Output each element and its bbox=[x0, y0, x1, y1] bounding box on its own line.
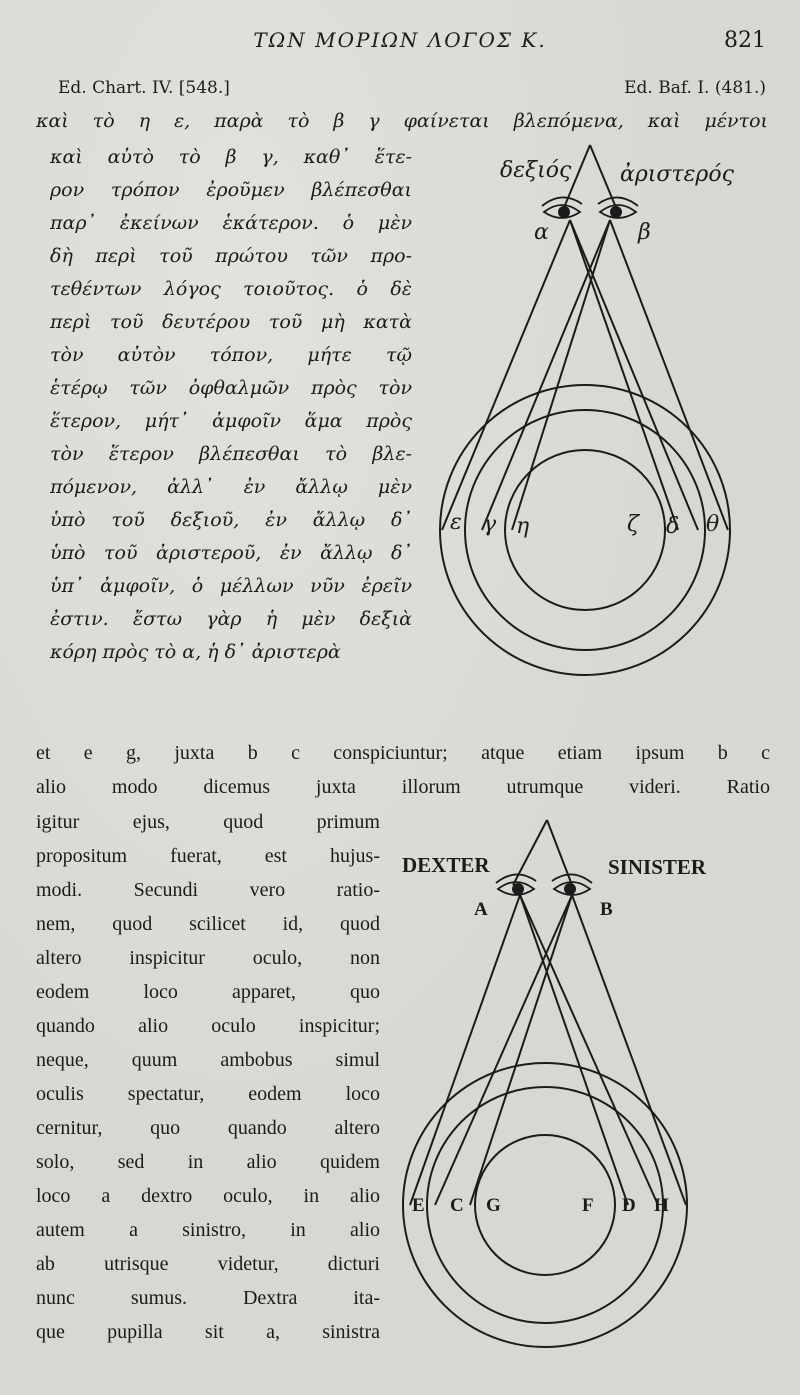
greek-line: ἕτερον, μήτ᾽ ἀμφοῖν ἅμα πρὸς bbox=[50, 410, 412, 432]
diagram-point-g: G bbox=[486, 1195, 501, 1216]
latin-line: solo, sed in alio quidem bbox=[36, 1151, 380, 1173]
latin-line: loco a dextro oculo, in alio bbox=[36, 1185, 380, 1207]
diagram-label-eye-beta: β bbox=[638, 220, 651, 245]
diagram-point-epsilon: ε bbox=[450, 510, 462, 535]
greek-line: ὑπὸ τοῦ ἀριστεροῦ, ἐν ἄλλῳ δ᾽ bbox=[50, 542, 412, 564]
diagram-label-eye-alpha: α bbox=[534, 220, 549, 245]
page-number: 821 bbox=[724, 28, 766, 53]
diagram-label-eye-a: A bbox=[474, 899, 488, 920]
greek-line: ὑπ᾽ ἀμφοῖν, ὁ μέλλων νῦν ἐρεῖν bbox=[50, 575, 412, 597]
diagram-label-eye-b: B bbox=[600, 899, 613, 920]
latin-line: nem, quod scilicet id, quod bbox=[36, 913, 380, 935]
latin-line: ab utrisque videtur, dicturi bbox=[36, 1253, 380, 1275]
diagram-point-theta: θ bbox=[706, 512, 720, 537]
latin-line-full: alio modo dicemus juxta illorum utrumque videri. Ratio bbox=[36, 776, 770, 798]
greek-line: κόρη πρὸς τὸ α, ἡ δ᾽ ἀριστερὰ bbox=[50, 641, 341, 663]
greek-line: ὑπὸ τοῦ δεξιοῦ, ἐν ἄλλῳ δ᾽ bbox=[50, 509, 412, 531]
greek-line: τὸν αὐτὸν τόπον, μήτε τῷ bbox=[50, 344, 412, 366]
latin-line: neque, quum ambobus simul bbox=[36, 1049, 380, 1071]
diagram-point-gamma: γ bbox=[483, 512, 497, 537]
diagram-caption-sinister: SINISTER bbox=[608, 855, 707, 879]
greek-line: τὸν ἕτερον βλέπεσθαι τὸ βλε- bbox=[50, 443, 412, 465]
latin-line: altero inspicitur oculo, non bbox=[36, 947, 380, 969]
latin-line: modi. Secundi vero ratio- bbox=[36, 879, 380, 901]
diagram-point-delta: δ bbox=[666, 514, 680, 539]
diagram-caption-dexter: DEXTER bbox=[402, 853, 490, 877]
diagram-caption-left-eye: ἀριστερός bbox=[620, 162, 734, 187]
greek-line-full: καὶ τὸ η ε, παρὰ τὸ β γ φαίνεται βλεπόμενα, καὶ μέντοι bbox=[36, 110, 768, 132]
diagram-point-h: H bbox=[654, 1195, 669, 1216]
latin-line: igitur ejus, quod primum bbox=[36, 811, 380, 833]
latin-vision-diagram bbox=[400, 815, 750, 1380]
edition-reference-right: Ed. Baf. I. (481.) bbox=[624, 78, 766, 98]
greek-line: ρον τρόπον ἐροῦμεν βλέπεσθαι bbox=[50, 179, 412, 201]
diagram-caption-right-eye: δεξιός bbox=[500, 158, 572, 183]
latin-line: que pupilla sit a, sinistra bbox=[36, 1321, 380, 1343]
latin-diagram-drawing bbox=[400, 815, 750, 1380]
latin-line: autem a sinistro, in alio bbox=[36, 1219, 380, 1241]
diagram-point-f: F bbox=[582, 1195, 594, 1216]
diagram-point-zeta: ζ bbox=[627, 512, 639, 537]
greek-line: ἐστιν. ἔστω γὰρ ἡ μὲν δεξιὰ bbox=[50, 608, 412, 630]
greek-line: πόμενον, ἀλλ᾽ ἐν ἄλλῳ μὲν bbox=[50, 476, 412, 498]
latin-line: oculis spectatur, eodem loco bbox=[36, 1083, 380, 1105]
greek-line: δὴ περὶ τοῦ πρώτου τῶν προ- bbox=[50, 245, 412, 267]
greek-diagram-drawing bbox=[430, 140, 750, 700]
diagram-point-e: E bbox=[412, 1195, 425, 1216]
running-title: ΤΩΝ ΜΟΡΙΩΝ ΛΟΓΟΣ Κ. bbox=[253, 28, 547, 52]
greek-line: καὶ αὐτὸ τὸ β γ, καθ᾽ ἕτε- bbox=[50, 146, 412, 168]
latin-line: eodem loco apparet, quo bbox=[36, 981, 380, 1003]
latin-line: propositum fuerat, est hujus- bbox=[36, 845, 380, 867]
latin-line: cernitur, quo quando altero bbox=[36, 1117, 380, 1139]
diagram-point-eta: η bbox=[516, 514, 530, 539]
latin-line: nunc sumus. Dextra ita- bbox=[36, 1287, 380, 1309]
latin-line: quando alio oculo inspicitur; bbox=[36, 1015, 380, 1037]
greek-line: τεθέντων λόγος τοιοῦτος. ὁ δὲ bbox=[50, 278, 412, 300]
diagram-point-c: C bbox=[450, 1195, 464, 1216]
greek-vision-diagram bbox=[430, 140, 750, 700]
greek-line: περὶ τοῦ δευτέρου τοῦ μὴ κατὰ bbox=[50, 311, 412, 333]
greek-line: παρ᾽ ἐκείνων ἑκάτερον. ὁ μὲν bbox=[50, 212, 412, 234]
latin-line-full: et e g, juxta b c conspiciuntur; atque etiam ipsum b c bbox=[36, 742, 770, 764]
diagram-point-d: D bbox=[622, 1195, 636, 1216]
greek-line: ἑτέρῳ τῶν ὀφθαλμῶν πρὸς τὸν bbox=[50, 377, 412, 399]
edition-reference-left: Ed. Chart. IV. [548.] bbox=[58, 78, 230, 98]
